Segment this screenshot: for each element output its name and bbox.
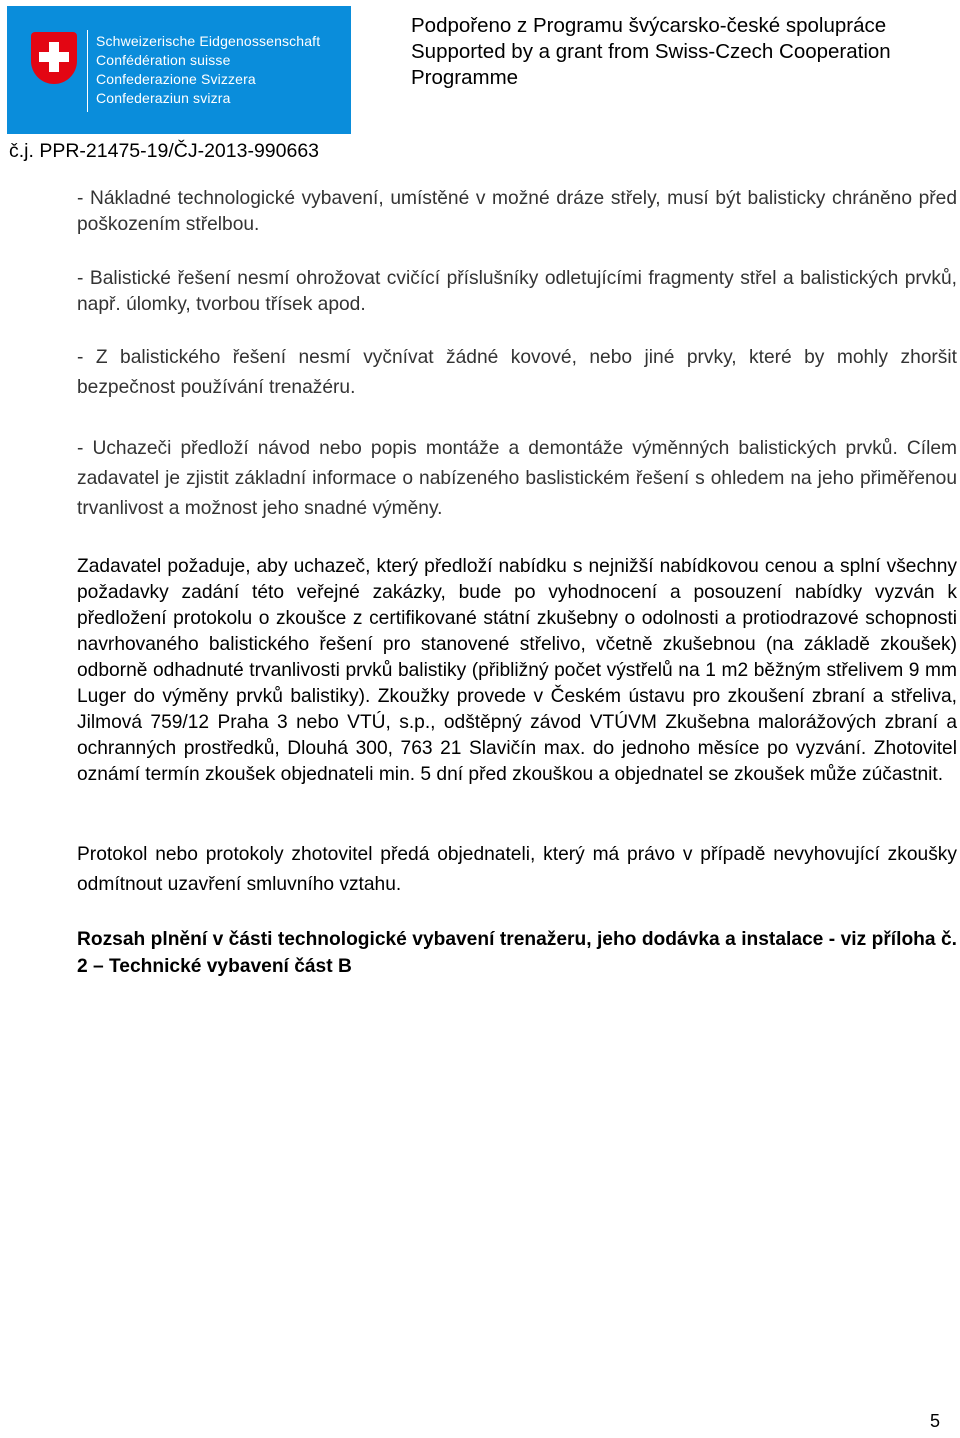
logo-line-romansh: Confederaziun svizra (96, 90, 231, 106)
scope-heading: Rozsah plnění v části technologické vybavení trenažeru, jeho dodávka a instalace - viz příloha č. 2 – Technické vybavení část B (77, 929, 957, 977)
bullet-no-protrusions: - Z balistického řešení nesmí vyčnívat žádné kovové, nebo jiné prvky, které by mohly zhoršit bezpečnost používání trenažéru. (77, 347, 957, 398)
support-line-czech: Podpořeno z Programu švýcarsko-české spolupráce (411, 14, 887, 37)
logo-line-german: Schweizerische Eidgenossenschaft (96, 33, 321, 49)
page-number: 5 (930, 1411, 941, 1431)
support-line-english: Supported by a grant from Swiss-Czech Cooperation (411, 40, 891, 63)
logo-divider (87, 30, 88, 112)
reference-number: č.j. PPR-21475-19/ČJ-2013-990663 (9, 140, 320, 162)
bullet-ballistic-protection: - Nákladné technologické vybavení, umístěné v možné dráze střely, musí být balisticky chráněno před poškozením střelbou. (77, 188, 957, 235)
bullet-fragment-safety: - Balistické řešení nesmí ohrožovat cvičící příslušníky odletujícími fragmenty střel a balistických prvků, např. úlomky, tvorbou třísek apod. (77, 268, 957, 315)
swiss-confederation-logo (7, 6, 351, 134)
logo-line-italian: Confederazione Svizzera (96, 71, 256, 87)
paragraph-test-protocol-requirement: Zadavatel požaduje, aby uchazeč, který předloží nabídku s nejnižší nabídkovou cenou a splní všechny požadavky zadání této veřejné zakázky, bude po vyhodnocení a posouzení nabídky vyzván k předložení protokolu o zkoušce z certifikované státní zkušebny o odolnosti a protiodrazové schopnosti navrhovaného balistického řešení pro stanovené střelivo, včetně zkušebnou (na základě zkoušek) odborně odhadnuté trvanlivosti prvků balistiky (přibližný počet výstřelů na 1 m2 běžným střelivem 9 mm Luger do výměny prvků balistiky). Zkoužky provede v Českém ústavu pro zkoušení zbraní a střeliva, Jilmová 759/12 Praha 3 nebo VTÚ, s.p., odštěpný závod VTÚVM Zkušebna malorážových zbraní a ochranných prostředků, Dlouhá 300, 763 21 Slavičín max. do jednoho měsíce po vyzvání. Zhotovitel oznámí termín zkoušek objednateli min. 5 dní před zkouškou a objednatel se zkoušek může zúčastnit. (77, 556, 957, 785)
bullet-assembly-manual: - Uchazeči předloží návod nebo popis montáže a demontáže výměnných balistických prvků. Cílem zadavatel je zjistit základní informace o nabízeného baslistickém řešení s ohledem na jeho přiměřenou trvanlivost a možnost jeho snadné výměny. (77, 438, 957, 519)
support-statement (411, 13, 951, 91)
paragraph-protocol-handover: Protokol nebo protokoly zhotovitel předá objednateli, který má právo v případě nevyhovující zkoušky odmítnout uzavření smluvního vztahu. (77, 844, 957, 895)
swiss-flag-icon (31, 32, 77, 84)
support-line-english-cont: Programme (411, 66, 519, 89)
logo-text (96, 32, 320, 108)
logo-line-french: Confédération suisse (96, 52, 231, 68)
